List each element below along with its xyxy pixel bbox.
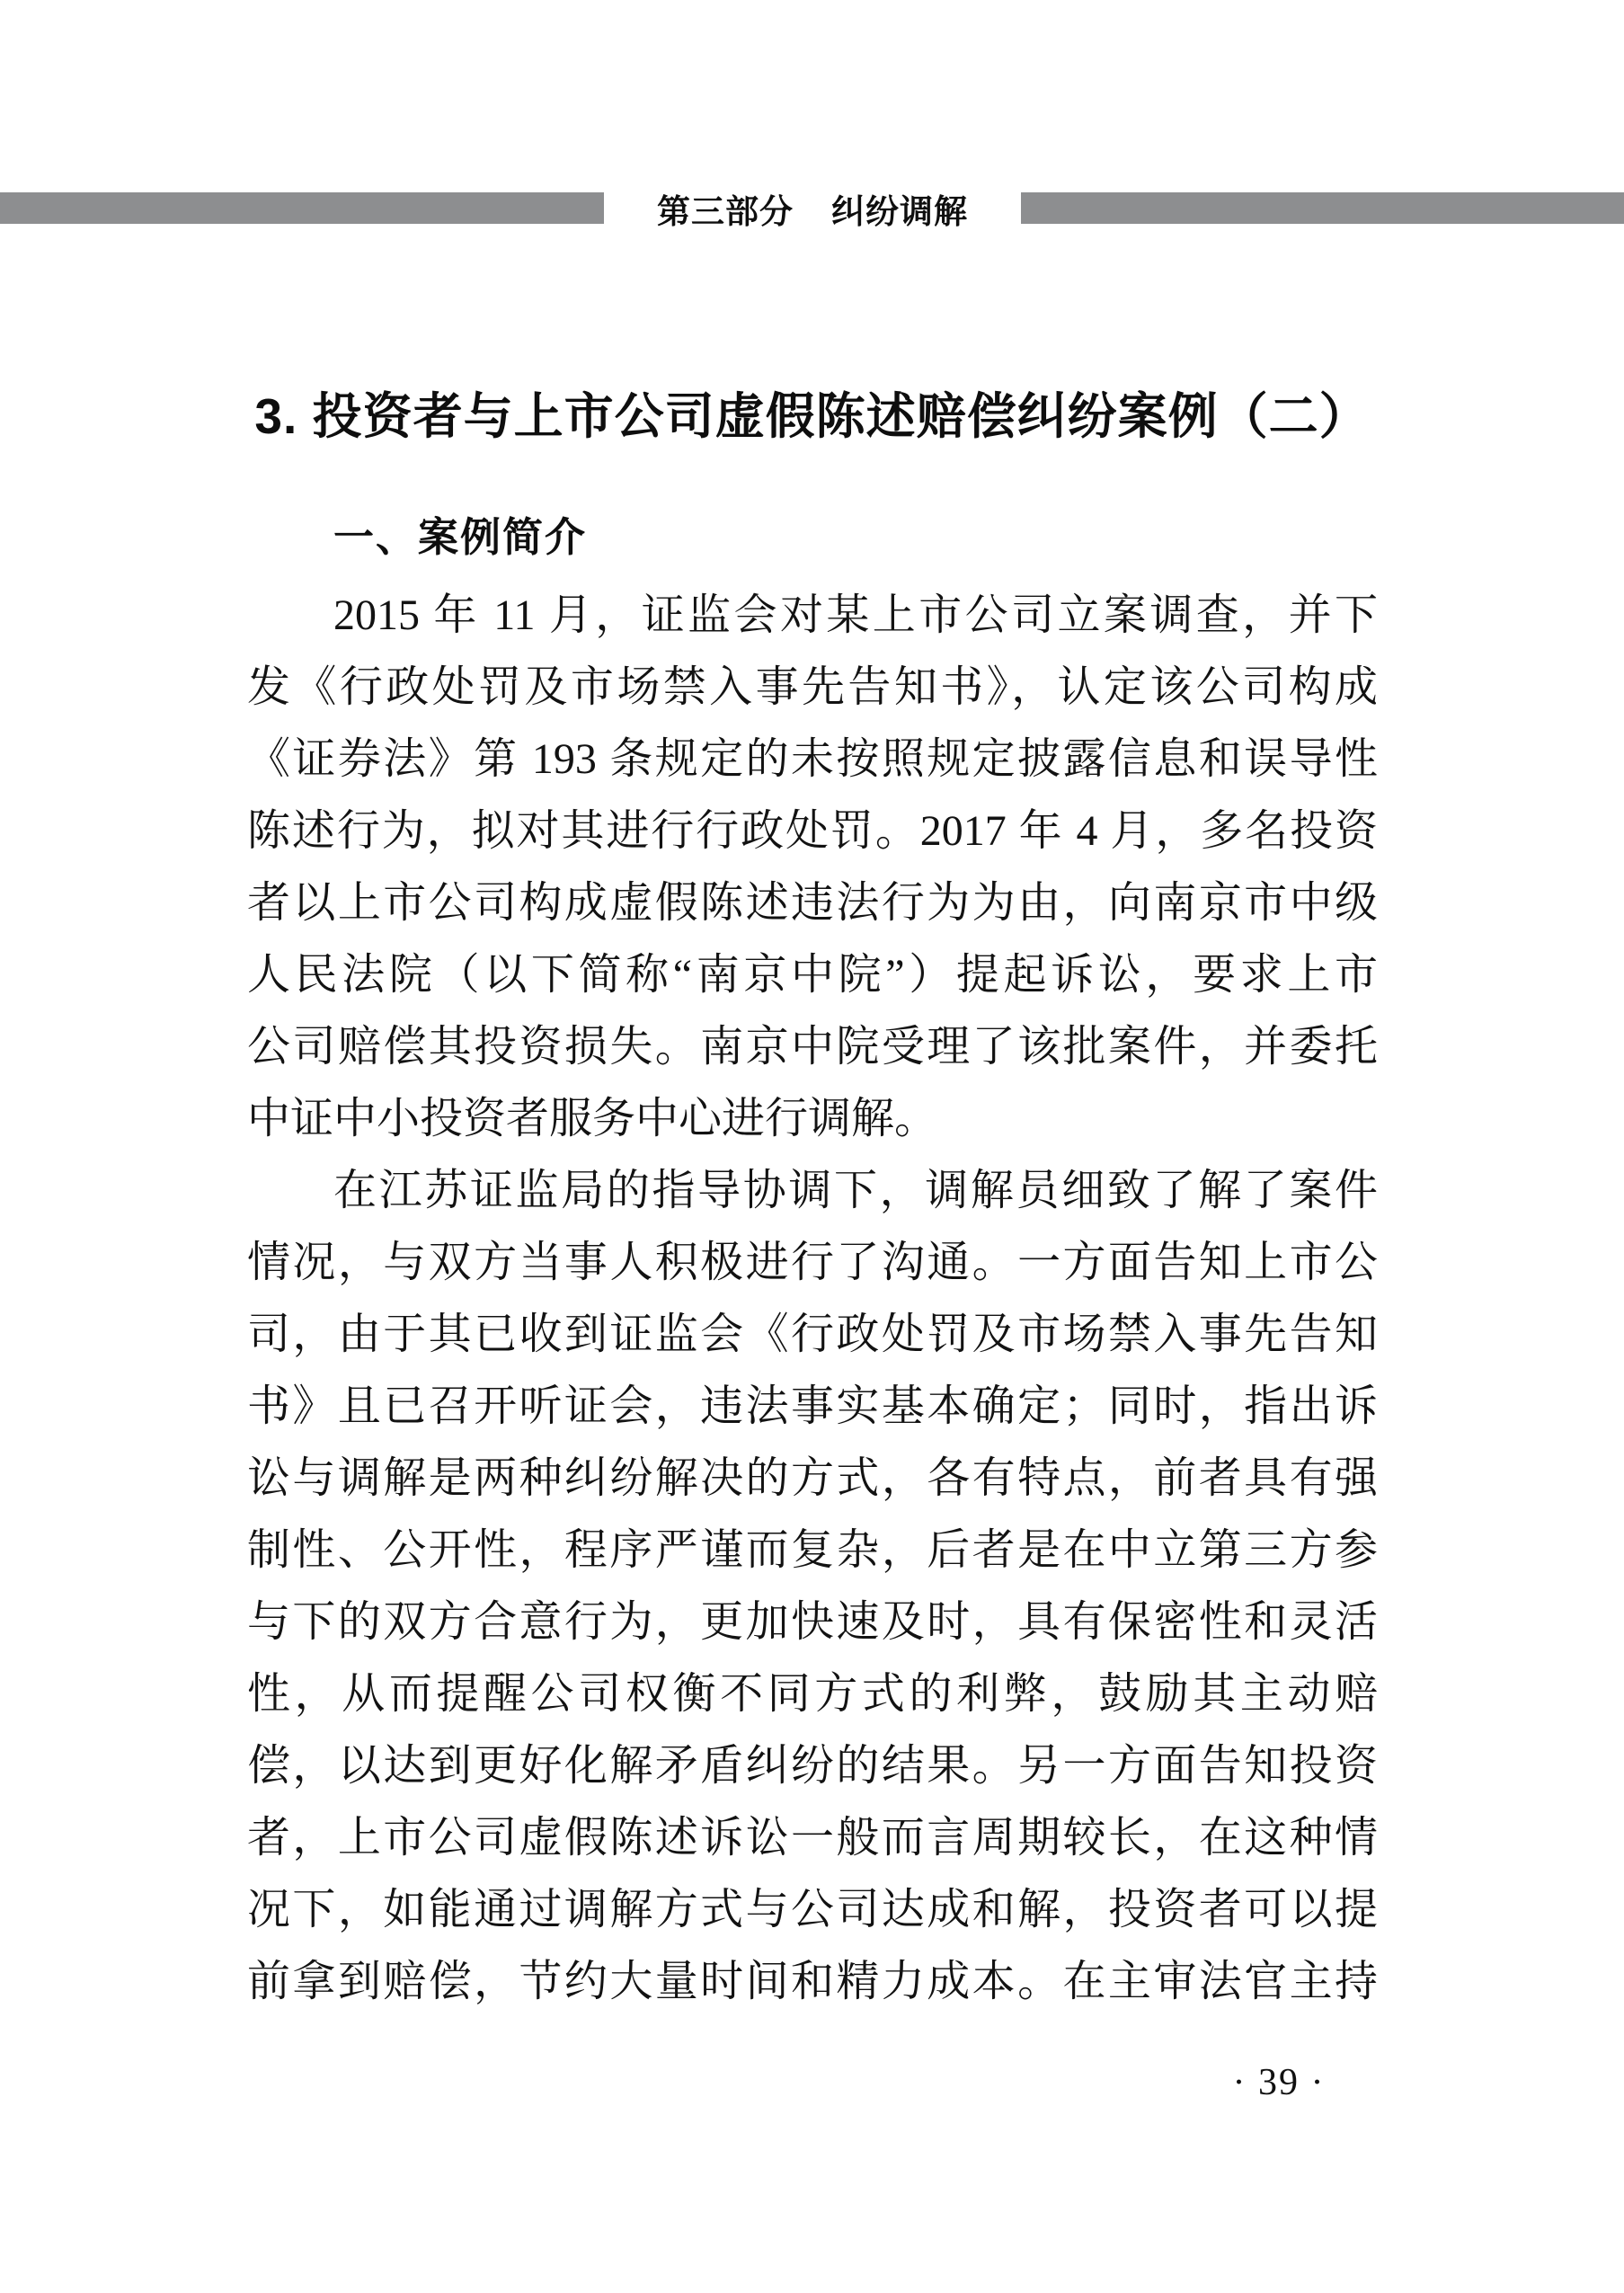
body-line: 讼与调解是两种纠纷解决的方式，各有特点，前者具有强 — [247, 1454, 1378, 1502]
body-line: 人民法院（以下简称“南京中院”）提起诉讼，要求上市 — [247, 951, 1378, 999]
header-title — [604, 184, 1021, 233]
section-heading: 一、案例简介 — [333, 514, 588, 560]
body-line: 陈述行为，拟对其进行行政处罚。2017 年 4 月，多名投资 — [247, 807, 1378, 855]
article-title: 3. 投资者与上市公司虚假陈述赔偿纠纷案例（二） — [254, 388, 1370, 444]
body-line: 制性、公开性，程序严谨而复杂，后者是在中立第三方参 — [247, 1526, 1378, 1574]
header-topic-label: 纠纷调解 — [831, 192, 968, 230]
body-line: 书》且已召开听证会，违法事实基本确定；同时，指出诉 — [247, 1382, 1378, 1430]
body-line: 况下，如能通过调解方式与公司达成和解，投资者可以提 — [247, 1886, 1378, 1933]
body-line: 与下的双方合意行为，更加快速及时，具有保密性和灵活 — [247, 1598, 1378, 1646]
header-left-bar — [0, 192, 604, 224]
header-right-bar — [1021, 192, 1624, 224]
body-line: 发《行政处罚及市场禁入事先告知书》，认定该公司构成 — [247, 663, 1378, 711]
body-line: 情况，与双方当事人积极进行了沟通。一方面告知上市公 — [247, 1239, 1378, 1286]
body-line: 前拿到赔偿，节约大量时间和精力成本。在主审法官主持 — [247, 1958, 1378, 2005]
body-line: 偿，以达到更好化解矛盾纠纷的结果。另一方面告知投资 — [247, 1742, 1378, 1790]
body-line: 2015 年 11 月，证监会对某上市公司立案调查，并下 — [333, 591, 1378, 639]
body-line: 在江苏证监局的指导协调下，调解员细致了解了案件 — [333, 1167, 1378, 1214]
page-number: · 39 · — [1232, 2062, 1326, 2103]
header-part-label: 第三部分 — [657, 192, 794, 230]
page-header — [0, 192, 1624, 230]
body-text — [247, 580, 1378, 2018]
body-line: 中证中小投资者服务中心进行调解。 — [247, 1095, 938, 1142]
body-line: 《证券法》第 193 条规定的未按照规定披露信息和误导性 — [247, 735, 1378, 783]
body-line: 性，从而提醒公司权衡不同方式的利弊，鼓励其主动赔 — [247, 1670, 1378, 1718]
body-line: 司，由于其已收到证监会《行政处罚及市场禁入事先告知 — [247, 1311, 1378, 1358]
body-line: 者以上市公司构成虚假陈述违法行为为由，向南京市中级 — [247, 879, 1378, 927]
body-line: 公司赔偿其投资损失。南京中院受理了该批案件，并委托 — [247, 1023, 1378, 1071]
body-line: 者，上市公司虚假陈述诉讼一般而言周期较长，在这种情 — [247, 1814, 1378, 1862]
